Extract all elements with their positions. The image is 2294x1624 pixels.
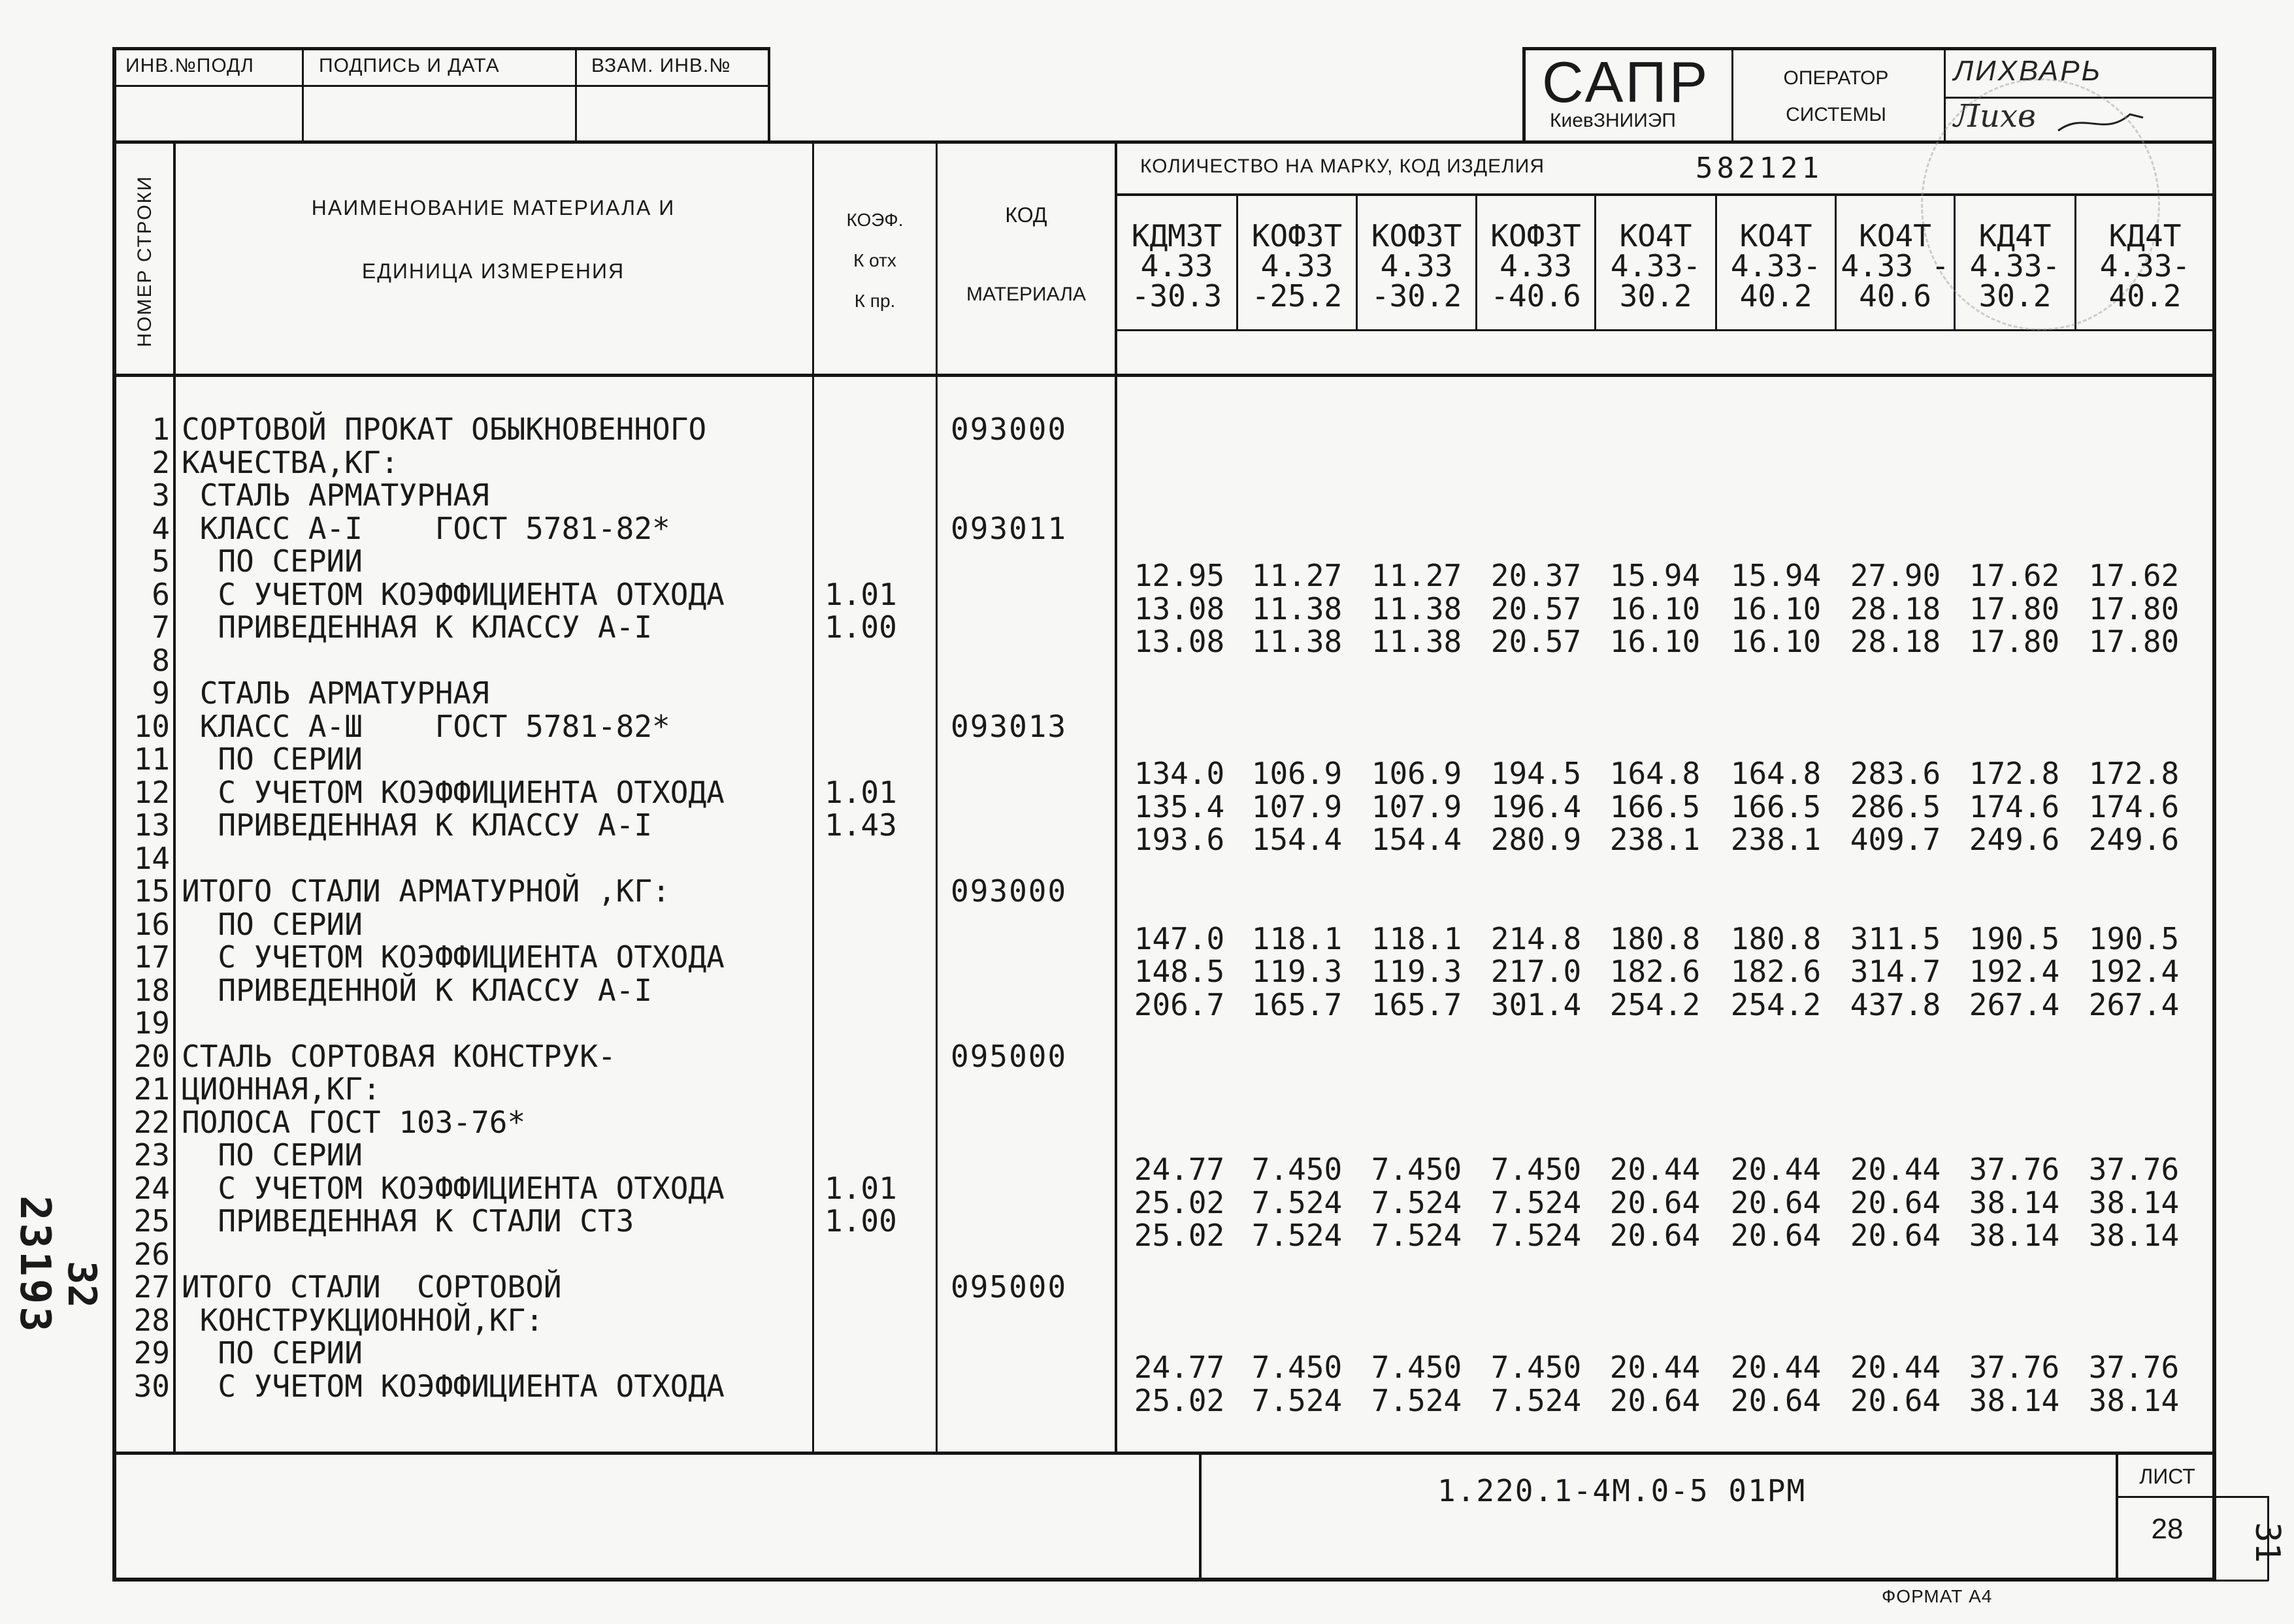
- row-number: 15: [133, 873, 170, 909]
- row-number: 30: [133, 1368, 170, 1404]
- quantity-value: 7.450: [1251, 1152, 1343, 1187]
- quantity-value: 134.0: [1134, 756, 1225, 791]
- material-name: ЦИОННАЯ,КГ:: [182, 1071, 381, 1107]
- quantity-value: 165.7: [1371, 986, 1462, 1022]
- quantity-value: 7.450: [1490, 1152, 1582, 1187]
- mark-code-5: [1596, 218, 1715, 314]
- mark-code-line: КД4Т: [2108, 218, 2182, 253]
- quantity-value: 7.524: [1490, 1218, 1582, 1253]
- quantity-value: 190.5: [1969, 920, 2060, 956]
- quantity-value: 154.4: [1251, 822, 1343, 857]
- quantity-value: 20.64: [1730, 1382, 1822, 1418]
- material-name: СТАЛЬ СОРТОВАЯ КОНСТРУК-: [182, 1038, 616, 1074]
- quantity-value: 28.18: [1850, 591, 1941, 626]
- quantity-value: 314.7: [1850, 954, 1941, 989]
- quantity-value: 118.1: [1371, 920, 1462, 956]
- material-code: 095000: [951, 1269, 1068, 1305]
- sheet-label: ЛИСТ: [2139, 1465, 2195, 1488]
- quantity-value: 214.8: [1490, 920, 1582, 956]
- quantity-value: 7.450: [1371, 1152, 1462, 1187]
- material-name: ПО СЕРИИ: [182, 1335, 363, 1371]
- operator-name: ЛИХВАРЬ: [1954, 55, 2103, 87]
- quantity-value: 20.64: [1730, 1184, 1822, 1220]
- material-name: СОРТОВОЙ ПРОКАТ ОБЫКНОВЕННОГО: [182, 412, 707, 447]
- stamp-vzam-inv: ВЗАМ. ИНВ.№: [591, 55, 731, 76]
- quantity-value: 37.76: [2088, 1152, 2180, 1187]
- quantity-value: 217.0: [1490, 954, 1582, 989]
- mark-code-line: -25.2: [1251, 278, 1343, 314]
- header-material-name: НАИМЕНОВАНИЕ МАТЕРИАЛА И ЕДИНИЦА ИЗМЕРЕНИЯ: [311, 196, 676, 283]
- row-number: 7: [152, 609, 170, 645]
- material-name: КЛАСС А-Ш ГОСТ 5781-82*: [182, 708, 670, 744]
- quantity-value: 25.02: [1134, 1382, 1225, 1418]
- quantity-value: 196.4: [1490, 788, 1582, 824]
- quantity-value: 254.2: [1730, 986, 1822, 1022]
- mark-code-line: 4.33-: [2099, 248, 2191, 284]
- quantity-value: 267.4: [2088, 986, 2180, 1022]
- mark-code-line: -30.2: [1371, 278, 1462, 314]
- quantity-value: 28.18: [1850, 624, 1941, 659]
- row-number: 9: [152, 675, 170, 711]
- quantity-value: 192.4: [1969, 954, 2060, 989]
- mark-code-line: КОФЗТ: [1371, 218, 1462, 253]
- row-number: 24: [133, 1170, 170, 1206]
- quantity-value: 180.8: [1609, 920, 1701, 956]
- quantity-value: 165.7: [1251, 986, 1343, 1022]
- quantity-value: 283.6: [1850, 756, 1941, 791]
- material-name: СТАЛЬ АРМАТУРНАЯ: [182, 675, 489, 711]
- quantity-value: 107.9: [1371, 788, 1462, 824]
- row-number: 6: [152, 576, 170, 612]
- coefficient: 1.43: [825, 807, 897, 843]
- quantity-value: 107.9: [1251, 788, 1343, 824]
- header-quantity-label: КОЛИЧЕСТВО НА МАРКУ, КОД ИЗДЕЛИЯ: [1140, 155, 1545, 177]
- quantity-value: 38.14: [1969, 1382, 2060, 1418]
- material-name: КЛАСС А-I ГОСТ 5781-82*: [182, 510, 670, 546]
- operator-label: ОПЕРАТОР СИСТЕМЫ: [1783, 67, 1889, 125]
- quantity-value: 20.57: [1490, 591, 1582, 626]
- mark-code-line: КО4Т: [1619, 218, 1692, 253]
- quantity-value: 20.64: [1850, 1382, 1941, 1418]
- mark-code-line: 40.6: [1859, 278, 1931, 314]
- quantity-value: 7.524: [1371, 1218, 1462, 1253]
- quantity-value: 37.76: [2088, 1350, 2180, 1385]
- quantity-value: 20.44: [1730, 1350, 1822, 1385]
- material-code: 093000: [951, 873, 1068, 909]
- quantity-value: 172.8: [1969, 756, 2060, 791]
- quantity-value: 174.6: [1969, 788, 2060, 824]
- header-material-code: КОД МАТЕРИАЛА: [966, 203, 1086, 305]
- quantity-value: 267.4: [1969, 986, 2060, 1022]
- row-number: 19: [133, 1005, 170, 1041]
- mark-code-line: КДМЗТ: [1131, 218, 1222, 253]
- material-name: ИТОГО СТАЛИ СОРТОВОЙ: [182, 1269, 562, 1305]
- quantity-value: 106.9: [1251, 756, 1343, 791]
- quantity-value: 20.64: [1850, 1218, 1941, 1253]
- material-name: С УЧЕТОМ КОЭФФИЦИЕНТА ОТХОДА: [182, 774, 725, 810]
- quantity-value: 38.14: [1969, 1218, 2060, 1253]
- material-name: КОНСТРУКЦИОННОЙ,КГ:: [182, 1302, 544, 1338]
- row-number: 22: [133, 1104, 170, 1140]
- quantity-value: 206.7: [1134, 986, 1225, 1022]
- quantity-value: 106.9: [1371, 756, 1462, 791]
- mark-code-1: [1117, 218, 1236, 314]
- quantity-value: 7.524: [1371, 1184, 1462, 1220]
- quantity-value: 16.10: [1609, 624, 1701, 659]
- quantity-value: 20.64: [1609, 1218, 1701, 1253]
- quantity-value: 17.62: [1969, 558, 2060, 593]
- quantity-value: 20.64: [1850, 1184, 1941, 1220]
- material-code: 093011: [951, 510, 1068, 546]
- document-code: 1.220.1-4М.0-5 01РМ: [1437, 1473, 1807, 1508]
- quantity-value: 17.80: [1969, 624, 2060, 659]
- material-name: С УЧЕТОМ КОЭФФИЦИЕНТА ОТХОДА: [182, 576, 725, 612]
- quantity-value: 24.77: [1134, 1350, 1225, 1385]
- row-number: 27: [133, 1269, 170, 1305]
- material-name: ПРИВЕДЕННАЯ К КЛАССУ А-I: [182, 807, 653, 843]
- quantity-value: 182.6: [1730, 954, 1822, 989]
- quantity-value: 16.10: [1609, 591, 1701, 626]
- material-name: ПО СЕРИИ: [182, 544, 363, 579]
- quantity-value: 12.95: [1134, 558, 1225, 593]
- row-number: 23: [133, 1137, 170, 1173]
- system-name: САПР: [1542, 50, 1711, 114]
- mark-code-line: КОФЗТ: [1490, 218, 1581, 253]
- quantity-value: 164.8: [1730, 756, 1822, 791]
- row-number: 10: [133, 708, 170, 744]
- row-number: 3: [152, 478, 170, 513]
- quantity-value: 24.77: [1134, 1152, 1225, 1187]
- quantity-value: 311.5: [1850, 920, 1941, 956]
- quantity-value: 20.57: [1490, 624, 1582, 659]
- row-number: 18: [133, 972, 170, 1008]
- operator-signature: Лихв: [1954, 98, 2150, 144]
- mark-code-line: 4.33-: [1730, 248, 1822, 284]
- material-name: КАЧЕСТВА,КГ:: [182, 444, 399, 480]
- quantity-value: 15.94: [1609, 558, 1701, 593]
- mark-code-7: [1837, 218, 1954, 314]
- material-name: ИТОГО СТАЛИ АРМАТУРНОЙ ,КГ:: [182, 873, 670, 909]
- quantity-value: 172.8: [2088, 756, 2180, 791]
- quantity-value: 20.44: [1850, 1152, 1941, 1187]
- material-name: ПО СЕРИИ: [182, 1137, 363, 1173]
- quantity-value: 16.10: [1730, 624, 1822, 659]
- material-name: ПРИВЕДЕННАЯ К СТАЛИ СТ3: [182, 1203, 634, 1239]
- quantity-value: 7.450: [1371, 1350, 1462, 1385]
- row-number: 8: [152, 642, 170, 678]
- row-number: 21: [133, 1071, 170, 1107]
- quantity-value: 38.14: [1969, 1184, 2060, 1220]
- material-name: СТАЛЬ АРМАТУРНАЯ: [182, 478, 489, 513]
- quantity-value: 194.5: [1490, 756, 1582, 791]
- quantity-value: 286.5: [1850, 788, 1941, 824]
- mark-code-line: 4.33 -: [1841, 248, 1950, 284]
- quantity-value: 249.6: [2088, 822, 2180, 857]
- quantity-value: 11.38: [1251, 624, 1343, 659]
- quantity-value: 7.524: [1371, 1382, 1462, 1418]
- material-name: ПРИВЕДЕННАЯ К КЛАССУ А-I: [182, 609, 653, 645]
- quantity-value: 13.08: [1134, 591, 1225, 626]
- material-name: С УЧЕТОМ КОЭФФИЦИЕНТА ОТХОДА: [182, 939, 725, 975]
- mark-code-line: -40.6: [1490, 278, 1581, 314]
- quantity-value: 7.450: [1490, 1350, 1582, 1385]
- material-code: 093013: [951, 708, 1068, 744]
- mark-code-line: 4.33: [1380, 248, 1453, 284]
- row-number: 14: [133, 840, 170, 876]
- quantity-value: 254.2: [1609, 986, 1701, 1022]
- material-name: ПО СЕРИИ: [182, 741, 363, 777]
- quantity-value: 154.4: [1371, 822, 1462, 857]
- quantity-value: 166.5: [1730, 788, 1822, 824]
- quantity-value: 135.4: [1134, 788, 1225, 824]
- row-number: 20: [133, 1038, 170, 1074]
- mark-code-line: 4.33: [1140, 248, 1213, 284]
- quantity-value: 148.5: [1134, 954, 1225, 989]
- quantity-value: 182.6: [1609, 954, 1701, 989]
- mark-code-8: [1956, 218, 2074, 314]
- quantity-value: 16.10: [1730, 591, 1822, 626]
- material-name: ПРИВЕДЕННОЙ К КЛАССУ А-I: [182, 972, 653, 1008]
- mark-code-4: [1477, 218, 1594, 314]
- quantity-value: 238.1: [1730, 822, 1822, 857]
- coefficient: 1.00: [825, 609, 897, 645]
- quantity-value: 38.14: [2088, 1382, 2180, 1418]
- quantity-value: 437.8: [1850, 986, 1941, 1022]
- mark-code-line: 40.2: [2108, 278, 2182, 314]
- header-row-number: НОМЕР СТРОКИ: [134, 175, 156, 348]
- quantity-value: 7.524: [1251, 1382, 1343, 1418]
- quantity-value: 193.6: [1134, 822, 1225, 857]
- quantity-value: 20.44: [1609, 1350, 1701, 1385]
- material-name: ПО СЕРИИ: [182, 906, 363, 942]
- mark-code-line: 30.2: [1619, 278, 1692, 314]
- quantity-value: 164.8: [1609, 756, 1701, 791]
- side-inventory-number: 23193: [10, 1195, 59, 1335]
- quantity-value: 20.37: [1490, 558, 1582, 593]
- stamp-inv-podl: ИНВ.№ПОДЛ: [125, 55, 254, 76]
- material-name: ПОЛОСА ГОСТ 103-76*: [182, 1104, 526, 1140]
- row-number: 12: [133, 774, 170, 810]
- quantity-value: 13.08: [1134, 624, 1225, 659]
- mark-code-line: 4.33-: [1969, 248, 2061, 284]
- quantity-value: 301.4: [1490, 986, 1582, 1022]
- quantity-value: 119.3: [1251, 954, 1343, 989]
- coefficient: 1.01: [825, 1170, 897, 1206]
- quantity-value: 7.524: [1251, 1184, 1343, 1220]
- quantity-value: 7.524: [1251, 1218, 1343, 1253]
- quantity-value: 20.64: [1609, 1382, 1701, 1418]
- quantity-value: 7.524: [1490, 1382, 1582, 1418]
- quantity-value: 11.38: [1371, 591, 1462, 626]
- quantity-value: 17.80: [1969, 591, 2060, 626]
- quantity-value: 118.1: [1251, 920, 1343, 956]
- coefficient: 1.01: [825, 774, 897, 810]
- row-number: 4: [152, 510, 170, 546]
- mark-code-line: 4.33: [1260, 248, 1334, 284]
- header-coef: КОЭФ. К отх К пр.: [846, 210, 904, 311]
- quantity-value: 11.27: [1251, 558, 1343, 593]
- quantity-value: 7.524: [1490, 1184, 1582, 1220]
- quantity-value: 17.62: [2088, 558, 2180, 593]
- mark-code-line: КОФЗТ: [1251, 218, 1343, 253]
- quantity-value: 20.64: [1609, 1184, 1701, 1220]
- quantity-value: 37.76: [1969, 1152, 2060, 1187]
- quantity-value: 25.02: [1134, 1184, 1225, 1220]
- header-product-code: 582121: [1696, 152, 1823, 185]
- row-number: 1: [152, 412, 170, 447]
- material-code: 093000: [951, 412, 1068, 447]
- quantity-value: 20.64: [1730, 1218, 1822, 1253]
- quantity-value: 17.80: [2088, 591, 2180, 626]
- organization-name: КиевЗНИИЭП: [1550, 110, 1676, 131]
- quantity-value: 238.1: [1609, 822, 1701, 857]
- quantity-value: 409.7: [1850, 822, 1941, 857]
- mark-code-line: 4.33: [1499, 248, 1572, 284]
- quantity-value: 11.27: [1371, 558, 1462, 593]
- side-page-number: 31: [2248, 1522, 2287, 1563]
- material-name: С УЧЕТОМ КОЭФФИЦИЕНТА ОТХОДА: [182, 1170, 725, 1206]
- row-number: 28: [133, 1302, 170, 1338]
- row-number: 26: [133, 1236, 170, 1272]
- material-code: 095000: [951, 1038, 1068, 1074]
- coefficient: 1.01: [825, 576, 897, 612]
- mark-code-9: [2076, 218, 2214, 314]
- quantity-value: 180.8: [1730, 920, 1822, 956]
- quantity-value: 27.90: [1850, 558, 1941, 593]
- mark-code-3: [1358, 218, 1475, 314]
- quantity-value: 249.6: [1969, 822, 2060, 857]
- mark-code-line: 30.2: [1978, 278, 2052, 314]
- mark-code-line: 40.2: [1739, 278, 1812, 314]
- mark-code-line: КО4Т: [1739, 218, 1812, 253]
- mark-code-line: 4.33-: [1610, 248, 1701, 284]
- quantity-value: 166.5: [1609, 788, 1701, 824]
- quantity-value: 17.80: [2088, 624, 2180, 659]
- coefficient: 1.00: [825, 1203, 897, 1239]
- quantity-value: 11.38: [1251, 591, 1343, 626]
- quantity-value: 11.38: [1371, 624, 1462, 659]
- mark-code-2: [1238, 218, 1356, 314]
- row-number: 17: [133, 939, 170, 975]
- row-number: 13: [133, 807, 170, 843]
- row-number: 5: [152, 544, 170, 579]
- quantity-value: 20.44: [1609, 1152, 1701, 1187]
- quantity-value: 25.02: [1134, 1218, 1225, 1253]
- row-number: 25: [133, 1203, 170, 1239]
- mark-code-line: -30.3: [1131, 278, 1222, 314]
- sheet-number: 28: [2151, 1513, 2184, 1545]
- stamp-podpis-data: ПОДПИСЬ И ДАТА: [319, 55, 500, 76]
- row-number: 2: [152, 444, 170, 480]
- quantity-value: 37.76: [1969, 1350, 2060, 1385]
- mark-code-line: КД4Т: [1978, 218, 2052, 253]
- quantity-value: 7.450: [1251, 1350, 1343, 1385]
- material-name: С УЧЕТОМ КОЭФФИЦИЕНТА ОТХОДА: [182, 1368, 725, 1404]
- row-number: 16: [133, 906, 170, 942]
- quantity-value: 192.4: [2088, 954, 2180, 989]
- row-number: 29: [133, 1335, 170, 1371]
- quantity-value: 20.44: [1850, 1350, 1941, 1385]
- quantity-value: 15.94: [1730, 558, 1822, 593]
- quantity-value: 38.14: [2088, 1184, 2180, 1220]
- side-inventory-sub: 32: [59, 1261, 105, 1308]
- mark-code-6: [1717, 218, 1835, 314]
- quantity-value: 119.3: [1371, 954, 1462, 989]
- mark-code-line: КО4Т: [1859, 218, 1931, 253]
- quantity-value: 190.5: [2088, 920, 2180, 956]
- quantity-value: 38.14: [2088, 1218, 2180, 1253]
- row-number: 11: [133, 741, 170, 777]
- quantity-value: 147.0: [1134, 920, 1225, 956]
- quantity-value: 20.44: [1730, 1152, 1822, 1187]
- quantity-value: 280.9: [1490, 822, 1582, 857]
- format-label: ФОРМАТ А4: [1882, 1586, 1993, 1606]
- quantity-value: 174.6: [2088, 788, 2180, 824]
